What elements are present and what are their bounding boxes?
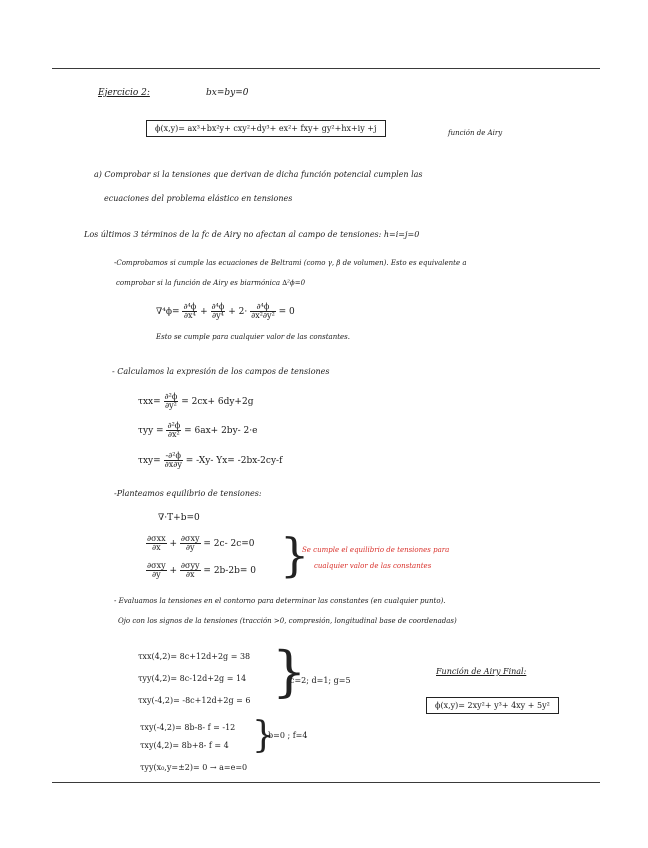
equilibrium-note-line-2: cualquier valor de las constantes [314,562,432,570]
biharmonic-lhs: ∇⁴ϕ= [156,307,180,317]
boundary-eq-4: τxy(-4,2)= 8b-8- f = -12 [140,723,236,732]
paragraph-last-terms: Los últimos 3 términos de la fc de Airy no afectan al campo de tensiones: h=i=j=0 [84,230,420,239]
frac-d4-x2y2: $\frac{\text{∂⁴ϕ}}{\text{∂x²∂y²}}$ [251,302,275,320]
evaluation-line-2: Ojo con los signos de la tensiones (tracción >0, compresión, longitudinal base de coordenadas) [118,617,457,625]
question-line-1: a) Comprobar si la tensiones que derivan de dicha función potencial cumplen las [94,170,423,179]
boundary-eq-3: τxy(-4,2)= -8c+12d+2g = 6 [138,696,251,705]
biharmonic-equation: ∇⁴ϕ= $\frac{\text{∂⁴ϕ}}{\text{∂x⁴}}$ + $\frac{\text{∂⁴ϕ}}{\text{∂y⁴}}$ + 2· $\frac{\text{∂⁴ϕ}}{\text{∂x²∂y²}}$ = 0 [156,302,295,320]
boundary-eq-5: τxy(4,2)= 8b+8- f = 4 [140,741,229,750]
bottom-rule [52,782,600,783]
boundary-eq-6: τyy(x₀,y=±2)= 0 → a=e=0 [140,763,248,772]
equilibrium-note-line-1: Se cumple el equilibrio de tensiones para [302,546,450,554]
equilibrium-eq-1: $\frac{\text{∂σxx}}{\partial x}$ + $\frac{\text{∂σxy}}{\partial y}$ = 2c- 2c=0 [147,534,255,552]
evaluation-line-1: - Evaluamos la tensiones en el contorno para determinar las constantes (en cualquier punto). [114,597,446,605]
sigma-yy-equation: τyy = $\frac{\text{∂²ϕ}}{\text{∂x²}}$ = 6ax+ 2by- 2·e [138,421,258,439]
airy-function-box: ϕ(x,y)= ax³+bx²y+ cxy²+dy³+ ex²+ fxy+ gy²+hx+iy +j [146,120,386,137]
brace-system-2: } [252,715,275,756]
beltrami-line-2: comprobar si la función de Airy es biarmónica ∆²ϕ=0 [116,279,306,287]
airy-function-annotation: función de Airy [448,129,503,137]
brace-system-1: } [272,640,307,703]
exercise-title: Ejercicio 2: [98,88,150,98]
equilibrium-brace: } [280,528,310,582]
result-bf: b=0 ; f=4 [268,731,308,740]
frac-d4-x4: $\frac{\text{∂⁴ϕ}}{\text{∂x⁴}}$ [183,302,197,320]
boundary-eq-2: τyy(4,2)= 8c-12d+2g = 14 [138,674,247,683]
tau-xy-equation: τxy= $\frac{\text{-∂²ϕ}}{\partial x\partial y}$ = -Xy- Yx= -2bx-2cy-f [138,451,283,469]
boundary-eq-1: τxx(4,2)= 8c+12d+2g = 38 [138,652,251,661]
result-cdg: c=2; d=1; g=5 [290,676,351,685]
question-line-2: ecuaciones del problema elástico en tensiones [104,194,293,203]
stresses-heading: - Calculamos la expresión de los campos de tensiones [112,367,330,376]
beltrami-note: Esto se cumple para cualquier valor de las constantes. [156,333,350,341]
condition-text: bx=by=0 [206,88,249,98]
equilibrium-vector: ∇·T+b=0 [158,513,200,523]
beltrami-line-1: -Comprobamos si cumple las ecuaciones de Beltrami (como γ, β de volumen). Esto es equivalente a [114,259,467,267]
frac-d4-y4: $\frac{\text{∂⁴ϕ}}{\text{∂y⁴}}$ [211,302,225,320]
equilibrium-eq-2: $\frac{\text{∂σxy}}{\partial y}$ + $\frac{\text{∂σyy}}{\partial x}$ = 2b-2b= 0 [147,561,256,579]
top-rule [52,68,600,69]
sigma-xx-equation: τxx= $\frac{\text{∂²ϕ}}{\text{∂y²}}$ = 2cx+ 6dy+2g [138,392,254,410]
equilibrium-heading: -Planteamos equilibrio de tensiones: [114,489,262,498]
final-airy-label: Función de Airy Final: [436,667,527,676]
final-airy-box: ϕ(x,y)= 2xy²+ y³+ 4xy + 5y² [426,697,559,714]
